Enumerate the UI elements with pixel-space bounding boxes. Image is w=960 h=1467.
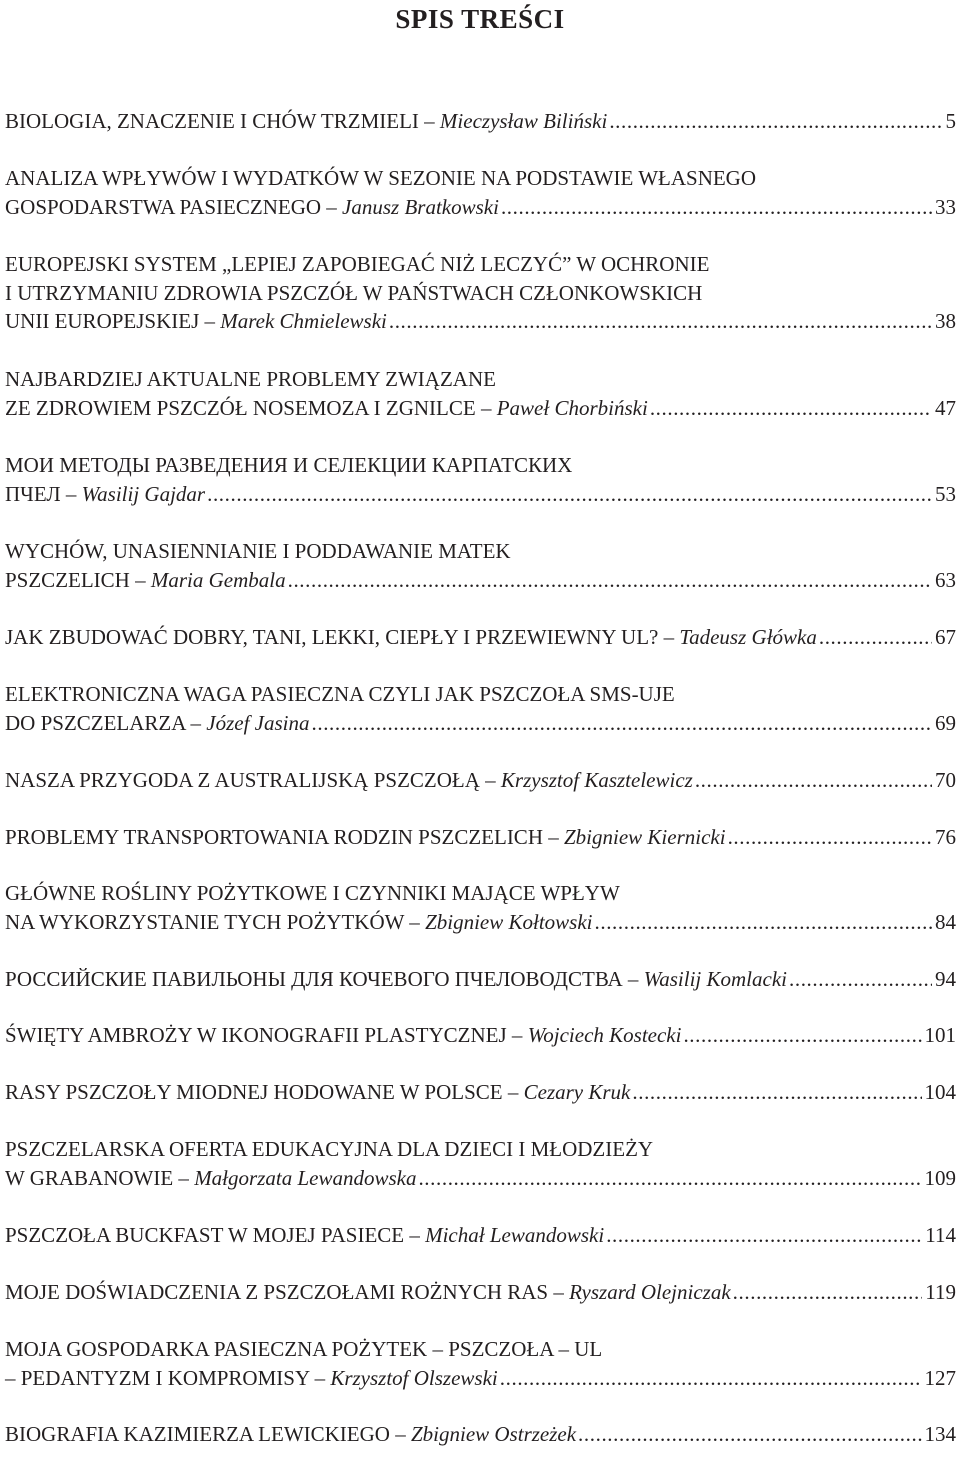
toc-entry [5, 823, 956, 852]
toc-entry-text [5, 1021, 681, 1050]
toc-entry-title: RASY PSZCZOŁY MIODNEJ HODOWANE W POLSCE – [5, 1080, 524, 1104]
toc-entry-author: Wasilij Komlacki [643, 967, 787, 991]
toc-entry-author: Maria Gembala [150, 567, 286, 592]
toc-entry-page-number: 53 [935, 481, 956, 506]
dot-leader [695, 766, 932, 795]
toc-entry-title: MOJE DOŚWIADCZENIA Z PSZCZOŁAMI ROŻNYCH RAS – [5, 1280, 570, 1304]
toc-entry-page-number: 104 [924, 1080, 956, 1104]
toc-entry-title-line: WYCHÓW, UNASIENNIANIE I PODDAWANIE MATEK [5, 539, 511, 563]
toc-entry-title: PSZCZOŁA BUCKFAST W MOJEJ PASIECE – [5, 1223, 426, 1247]
toc-entry-author: Zbigniew Kiernicki [563, 825, 726, 849]
toc-entry-page-number: 134 [924, 1422, 956, 1446]
toc-entry-title: ŚWIĘTY AMBROŻY W IKONOGRAFII PLASTYCZNEJ – [5, 1023, 528, 1047]
dot-leader [733, 1278, 923, 1307]
toc-entry-page-number: 67 [935, 625, 956, 649]
toc-entry-page-number: 76 [935, 825, 956, 849]
toc-entry-text [5, 307, 387, 336]
toc-entry-title: ZE ZDROWIEM PSZCZÓŁ NOSEMOZA I ZGNILCE – [5, 395, 497, 420]
toc-entry-text [5, 766, 693, 795]
dot-leader [606, 1221, 922, 1250]
toc-entry-last-line [5, 1278, 956, 1307]
toc-entry-page-number: 47 [935, 395, 956, 420]
toc-entry-page-number: 94 [935, 967, 956, 991]
toc-entry-author: Zbigniew Kołtowski [425, 909, 593, 934]
toc-entry [5, 250, 956, 336]
toc-entry-last-line [5, 1021, 956, 1050]
toc-entry-author: Zbigniew Ostrzeżek [410, 1422, 577, 1446]
toc-entry-title-line: I UTRZYMANIU ZDROWIA PSZCZÓŁ W PAŃSTWACH CZŁONKOWSKICH [5, 280, 703, 305]
dot-leader [501, 193, 932, 222]
toc-entry-text [5, 480, 205, 509]
toc-entry-title-line: МОИ МЕТОДЫ РАЗВЕДЕНИЯ И СЕЛЕКЦИИ КАРПАТСКИХ [5, 453, 573, 477]
toc-entry-author: Małgorzata Lewandowska [194, 1165, 417, 1190]
toc-entry [5, 1078, 956, 1107]
toc-entry-title: – PEDANTYZM I KOMPROMISY – [5, 1365, 331, 1390]
toc-entry-text [5, 193, 499, 222]
toc-entry-last-line [5, 107, 956, 136]
toc-entry-page-number: 114 [925, 1223, 956, 1247]
dot-leader [578, 1420, 921, 1449]
toc-entry-title: NASZA PRZYGODA Z AUSTRALIJSKĄ PSZCZOŁĄ – [5, 768, 501, 792]
toc-entry-page-number: 69 [935, 710, 956, 735]
toc-entry-last-line [5, 1078, 956, 1107]
toc-entry-last-line [5, 709, 956, 738]
toc-entry-text [5, 1164, 416, 1193]
toc-entry [5, 965, 956, 994]
toc-entry-text [5, 1364, 498, 1393]
toc-entry-title-line: ANALIZA WPŁYWÓW I WYDATKÓW W SEZONIE NA PODSTAWIE WŁASNEGO [5, 166, 757, 190]
toc-entry [5, 1278, 956, 1307]
toc-entry-title: NA WYKORZYSTANIE TYCH POŻYTKÓW – [5, 909, 426, 934]
toc-entry-text [5, 566, 286, 595]
toc-entry-text [5, 1078, 630, 1107]
toc-entry-title: UNII EUROPEJSKIEJ – [5, 309, 221, 333]
toc-entry-author: Wasilij Gajdar [81, 481, 206, 506]
toc-entry-last-line [5, 566, 956, 595]
dot-leader [500, 1364, 922, 1393]
toc-entry-author: Krzysztof Kasztelewicz [500, 768, 693, 792]
page-title: SPIS TREŚCI [395, 4, 565, 34]
toc-entry-last-line [5, 1164, 956, 1193]
toc-entry [5, 107, 956, 136]
toc-entry [5, 365, 956, 422]
dot-leader [312, 709, 933, 738]
toc-entry-text [5, 623, 817, 652]
toc-entry-title: GOSPODARSTWA PASIECZNEGO – [5, 194, 343, 219]
toc-entry [5, 164, 956, 221]
toc-entry-page-number: 38 [935, 309, 956, 333]
toc-entry-author: Cezary Kruk [523, 1080, 631, 1104]
toc-entry-text [5, 823, 726, 852]
toc-entry-page-number: 109 [924, 1165, 956, 1190]
toc-entry-text [5, 709, 310, 738]
toc-entry [5, 623, 956, 652]
toc-entry-text [5, 394, 648, 423]
toc-entry-title: BIOGRAFIA KAZIMIERZA LEWICKIEGO – [5, 1422, 411, 1446]
dot-leader [728, 823, 932, 852]
toc-entry-page-number: 70 [935, 768, 956, 792]
toc-entry-author: Janusz Bratkowski [342, 194, 499, 219]
toc-entry-title: W GRABANOWIE – [5, 1165, 195, 1190]
toc-entry-page-number: 119 [925, 1280, 956, 1304]
toc-entry-last-line [5, 394, 956, 423]
toc-entry-last-line [5, 623, 956, 652]
dot-leader [595, 908, 933, 937]
toc-entry-title: РОССИЙСКИЕ ПАВИЛЬОНЫ ДЛЯ КОЧЕВОГО ПЧЕЛОВОДСТВА – [5, 967, 644, 991]
toc-entry-page-number: 101 [924, 1023, 956, 1047]
toc-entry-title-line: GŁÓWNE ROŚLINY POŻYTKOWE I CZYNNIKI MAJĄCE WPŁYW [5, 881, 620, 905]
toc-entry-page-number: 33 [935, 194, 956, 219]
toc-entry [5, 1135, 956, 1192]
toc-entry-author: Tadeusz Główka [679, 625, 817, 649]
dot-leader [650, 394, 932, 423]
toc-entry-last-line [5, 480, 956, 509]
dot-leader [288, 566, 932, 595]
toc-entry-title-line: MOJA GOSPODARKA PASIECZNA POŻYTEK – PSZCZOŁA – UL [5, 1337, 603, 1361]
toc-entry-page-number: 127 [924, 1365, 956, 1390]
dot-leader [418, 1164, 921, 1193]
dot-leader [789, 965, 932, 994]
toc-entry [5, 1021, 956, 1050]
dot-leader [389, 307, 932, 336]
toc-entry-author: Paweł Chorbiński [496, 395, 648, 420]
toc-entry-title: PSZCZELICH – [5, 567, 151, 592]
toc-entry [5, 766, 956, 795]
toc-entry-title: BIOLOGIA, ZNACZENIE I CHÓW TRZMIELI – [5, 109, 440, 133]
toc-entry-last-line [5, 766, 956, 795]
toc-entry-title-line: ELEKTRONICZNA WAGA PASIECZNA CZYLI JAK PSZCZOŁA SMS-UJE [5, 682, 675, 706]
toc-entry-title: ПЧЕЛ – [5, 481, 82, 506]
toc-entry [5, 680, 956, 737]
toc-entry-page-number: 63 [935, 567, 956, 592]
toc-entry-title: JAK ZBUDOWAĆ DOBRY, TANI, LEKKI, CIEPŁY I PRZEWIEWNY UL? – [5, 625, 680, 649]
toc-entry-page-number: 5 [945, 109, 956, 133]
toc-entry-author: Mieczysław Biliński [439, 109, 608, 133]
dot-leader [632, 1078, 921, 1107]
toc-entry-author: Marek Chmielewski [220, 309, 387, 333]
toc-entry [5, 1420, 956, 1449]
toc-entry-title: DO PSZCZELARZA – [5, 710, 207, 735]
toc-entry-title: PROBLEMY TRANSPORTOWANIA RODZIN PSZCZELICH – [5, 825, 564, 849]
dot-leader [819, 623, 932, 652]
toc-entry-author: Wojciech Kostecki [527, 1023, 682, 1047]
toc-entry-last-line [5, 1364, 956, 1393]
toc-entry-author: Ryszard Olejniczak [569, 1280, 731, 1304]
dot-leader [683, 1021, 921, 1050]
toc-entry-text [5, 1420, 576, 1449]
toc-entry-text [5, 1221, 604, 1250]
toc-entry-author: Józef Jasina [206, 710, 310, 735]
toc-entry-author: Krzysztof Olszewski [330, 1365, 498, 1390]
toc-entry-text [5, 107, 607, 136]
toc-entry-page-number: 84 [935, 909, 956, 934]
toc-entry-last-line [5, 1420, 956, 1449]
toc-entry [5, 1335, 956, 1392]
toc-entry-last-line [5, 307, 956, 336]
toc-entry-last-line [5, 965, 956, 994]
toc-entry [5, 879, 956, 936]
toc-entry-text [5, 1278, 731, 1307]
toc-entry [5, 537, 956, 594]
toc-entry-title-line: NAJBARDZIEJ AKTUALNE PROBLEMY ZWIĄZANE [5, 367, 496, 391]
toc-entry-author: Michał Lewandowski [425, 1223, 605, 1247]
toc-entry-last-line [5, 1221, 956, 1250]
toc-entry [5, 1221, 956, 1250]
toc-entry-last-line [5, 908, 956, 937]
toc-entry-text [5, 908, 593, 937]
toc-entry-title-line: PSZCZELARSKA OFERTA EDUKACYJNA DLA DZIECI I MŁODZIEŻY [5, 1137, 654, 1161]
dot-leader [207, 480, 932, 509]
toc-entry-title-line: EUROPEJSKI SYSTEM „LEPIEJ ZAPOBIEGAĆ NIŻ LECZYĆ” W OCHRONIE [5, 252, 710, 276]
toc-entry-last-line [5, 193, 956, 222]
dot-leader [609, 107, 942, 136]
toc-entry-last-line [5, 823, 956, 852]
toc-entry-text [5, 965, 787, 994]
toc-entry [5, 451, 956, 508]
